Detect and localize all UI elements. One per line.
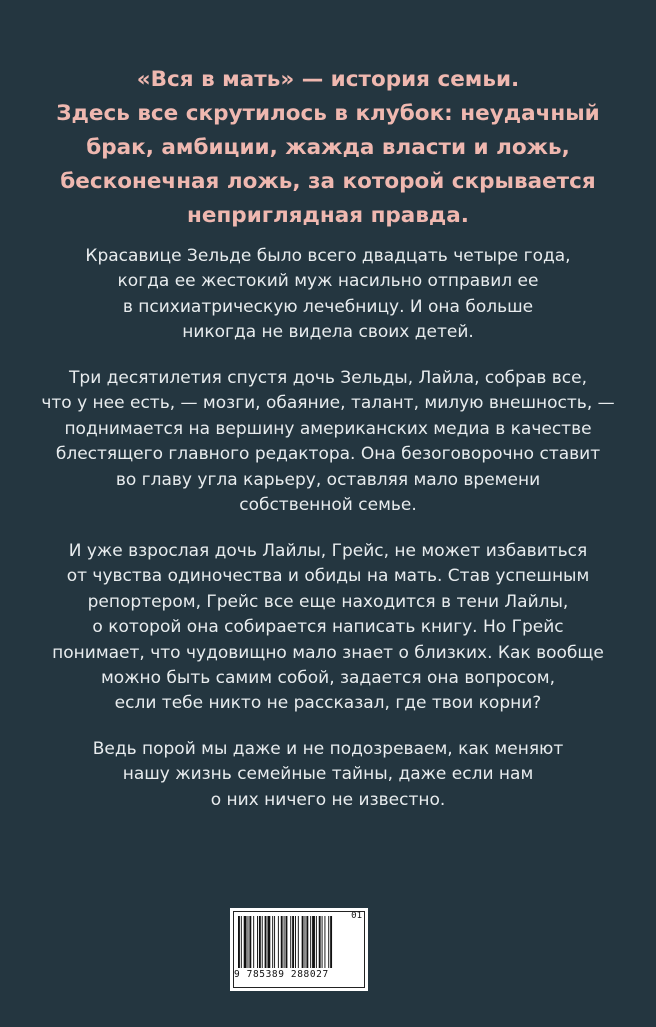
barcode-bar xyxy=(259,916,261,968)
paragraph-line: о них ничего не известно. xyxy=(210,789,446,810)
paragraph-line: никогда не видела своих детей. xyxy=(182,322,474,343)
barcode-bar xyxy=(265,916,267,968)
barcode-bar xyxy=(286,916,288,968)
paragraph-line: понимает, что чудовищно мало знает о близких. Как вообще xyxy=(52,642,604,663)
barcode-bar xyxy=(284,916,285,968)
blurb-line: брак, амбиции, жажда власти и ложь, xyxy=(86,135,570,160)
description-paragraph-2 xyxy=(0,366,656,518)
paragraph-line: репортером, Грейс все еще находится в тени Лайлы, xyxy=(87,591,569,612)
barcode-bar xyxy=(305,916,306,968)
paragraph-line: можно быть самим собой, задается она вопросом, xyxy=(100,668,556,689)
paragraph-line: Красавице Зельде было всего двадцать четыре года, xyxy=(85,246,571,266)
blurb-line: неприглядная правда. xyxy=(187,203,469,228)
barcode-bar xyxy=(298,916,299,968)
headline-blurb xyxy=(0,63,656,233)
barcode-bar xyxy=(316,916,317,968)
paragraph-line: что у нее есть, — мозги, обаяние, талант, милую внешность, — xyxy=(41,393,615,414)
barcode-bar xyxy=(324,916,325,968)
description-paragraph-4 xyxy=(0,737,656,813)
barcode-addon-digits: 01 xyxy=(351,911,362,921)
blurb-line: «Вся в мать» — история семьи. xyxy=(136,67,520,92)
paragraph-line: во главу угла карьеру, оставляя мало времени xyxy=(115,469,541,490)
paragraph-line: Ведь порой мы даже и не подозреваем, как меняют xyxy=(92,739,564,759)
barcode-bar xyxy=(281,916,283,968)
paragraph-line: собственной семье. xyxy=(239,495,417,516)
barcode-bar xyxy=(330,916,332,968)
paragraph-line: о которой она собирается написать книгу. Но Грейс xyxy=(92,617,564,638)
barcode-bar xyxy=(328,916,329,968)
paragraph-line: И уже взрослая дочь Лайлы, Грейс, не может избавиться xyxy=(68,541,588,561)
barcode-bar xyxy=(257,916,258,968)
paragraph-line: в психиатрическую лечебницу. И она больше xyxy=(122,296,534,317)
barcode-bar xyxy=(262,916,263,968)
paragraph-line: нашу жизнь семейные тайны, даже если нам xyxy=(122,764,534,785)
barcode-bar xyxy=(290,916,291,968)
paragraph-line: от чувства одиночества и обиды на мать. Став успешным xyxy=(66,566,590,587)
barcode-bar xyxy=(272,916,273,968)
barcode-bar xyxy=(267,916,270,968)
barcode-isbn-digits: 9 785389 288027 xyxy=(234,969,329,980)
description-paragraph-3 xyxy=(0,539,656,717)
barcode-bar xyxy=(274,916,275,968)
barcode-bar xyxy=(253,916,254,968)
barcode-bar xyxy=(310,916,311,968)
blurb-line: Здесь все скрутилось в клубок: неудачный xyxy=(56,101,600,126)
barcode-bar xyxy=(319,916,321,968)
barcode-bar xyxy=(248,916,249,968)
barcode-bar xyxy=(302,916,304,968)
barcode-bar xyxy=(244,916,247,968)
description-paragraph-1 xyxy=(0,244,656,346)
blurb-line: бесконечная ложь, за которой скрывается xyxy=(60,169,596,194)
barcode-bar xyxy=(312,916,315,968)
paragraph-line: Три десятилетия спустя дочь Зельды, Лайла, собрав все, xyxy=(69,368,587,388)
isbn-barcode xyxy=(230,908,368,991)
barcode-bar xyxy=(295,916,296,968)
barcode-bar xyxy=(241,916,242,968)
paragraph-line: поднимается на вершину американских медиа в качестве xyxy=(64,418,592,439)
barcode-bar xyxy=(322,916,323,968)
paragraph-line: блестящего главного редактора. Она безоговорочно ставит xyxy=(55,444,601,465)
paragraph-line: если тебе никто не рассказал, где твои корни? xyxy=(114,693,542,714)
barcode-bar xyxy=(278,916,279,968)
barcode-bar xyxy=(292,916,294,968)
paragraph-line: когда ее жестокий муж насильно отправил ее xyxy=(117,271,539,292)
barcode-bar xyxy=(306,916,308,968)
barcode-bar xyxy=(249,916,251,968)
barcode-bar xyxy=(238,916,240,968)
